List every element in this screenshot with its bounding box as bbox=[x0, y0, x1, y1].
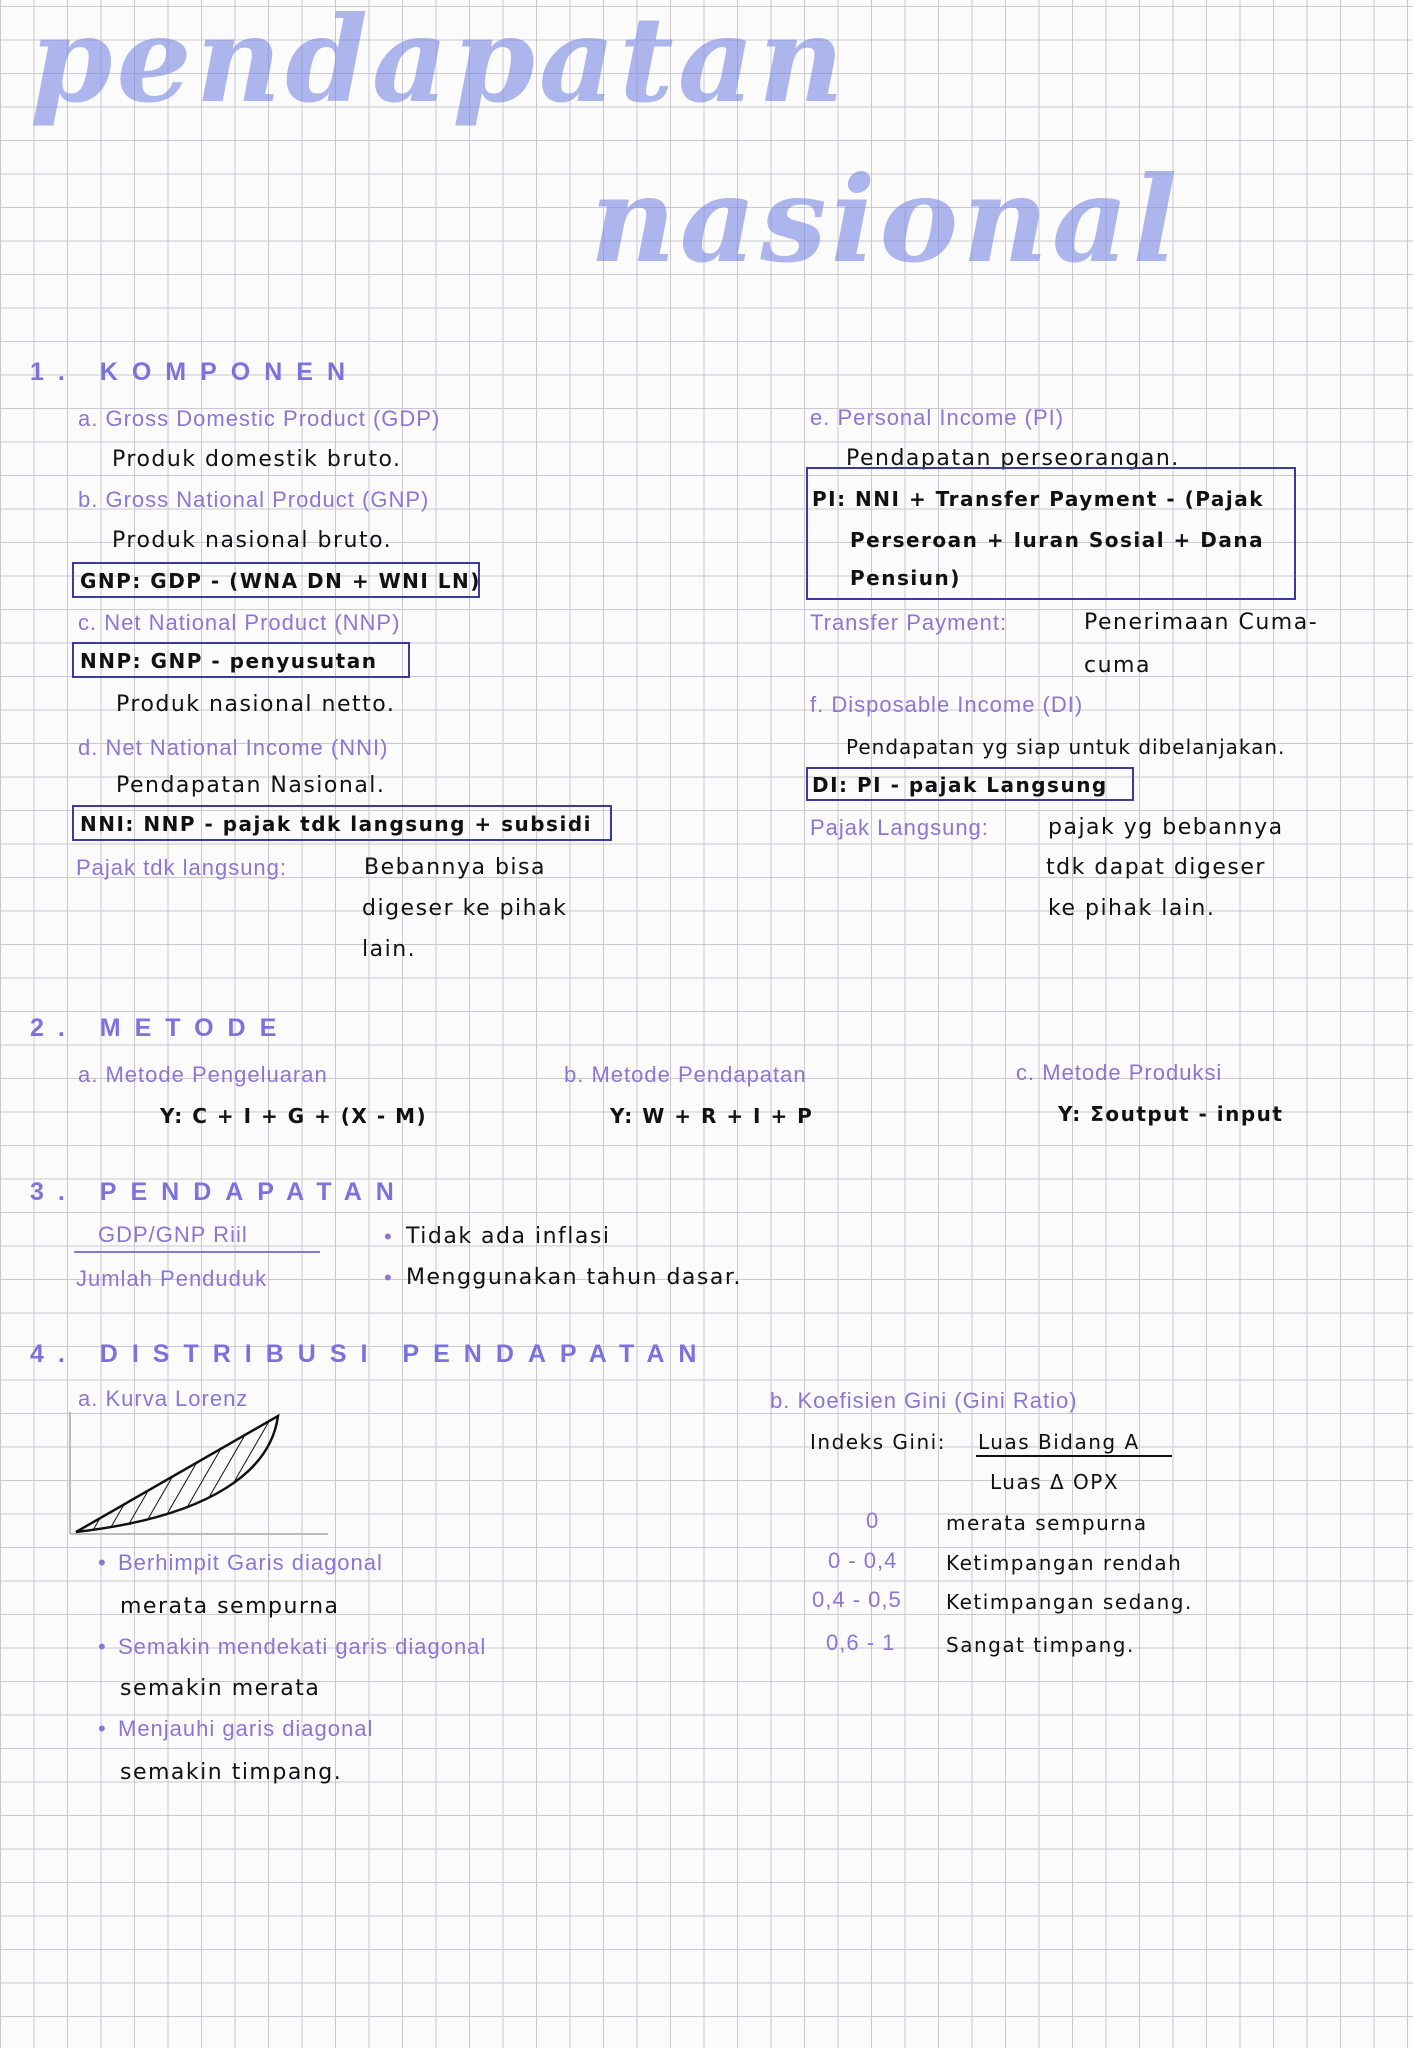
gini-row-1-desc: merata sempurna bbox=[946, 1511, 1148, 1535]
gdp-label: a. Gross Domestic Product (GDP) bbox=[78, 406, 441, 431]
gnp-text: Produk nasional bruto. bbox=[112, 528, 393, 553]
gini-label: b. Koefisien Gini (Gini Ratio) bbox=[770, 1388, 1078, 1413]
gini-row-4-desc: Sangat timpang. bbox=[946, 1633, 1135, 1657]
lorenz-curve-diagram bbox=[66, 1408, 336, 1538]
lorenz-item-3-dot: • bbox=[98, 1716, 106, 1741]
lorenz-label: a. Kurva Lorenz bbox=[78, 1386, 249, 1411]
pendapatan-fraction-line bbox=[74, 1251, 320, 1253]
gini-row-3-range: 0,4 - 0,5 bbox=[812, 1587, 902, 1612]
di-note-line-3: ke pihak lain. bbox=[1048, 896, 1216, 921]
gini-numerator: Luas Bidang A bbox=[978, 1430, 1140, 1454]
gdp-text: Produk domestik bruto. bbox=[112, 447, 402, 472]
gini-denominator: Luas Δ OPX bbox=[990, 1470, 1120, 1494]
di-label: f. Disposable Income (DI) bbox=[810, 692, 1084, 717]
nni-text: Pendapatan Nasional. bbox=[116, 773, 386, 798]
nnp-label: c. Net National Product (NNP) bbox=[78, 610, 401, 635]
lorenz-item-1-text: merata sempurna bbox=[120, 1594, 340, 1619]
lorenz-item-2-text: semakin merata bbox=[120, 1676, 321, 1701]
nnp-formula: NNP: GNP - penyusutan bbox=[80, 649, 378, 673]
lorenz-item-3-title: Menjauhi garis diagonal bbox=[118, 1716, 374, 1741]
pi-note-line-1: Penerimaan Cuma- bbox=[1084, 610, 1319, 635]
gini-row-3-desc: Ketimpangan sedang. bbox=[946, 1590, 1193, 1614]
gini-row-1-range: 0 bbox=[866, 1508, 880, 1533]
pendapatan-bullet-2-dot: • bbox=[384, 1265, 392, 1290]
lorenz-item-2-dot: • bbox=[98, 1634, 106, 1659]
gini-row-2-desc: Ketimpangan rendah bbox=[946, 1551, 1183, 1575]
section-pendapatan-heading: 3. PENDAPATAN bbox=[30, 1178, 408, 1206]
gini-row-4-range: 0,6 - 1 bbox=[826, 1630, 896, 1655]
title-line-1: pendapatan bbox=[30, 0, 849, 129]
di-formula: DI: PI - pajak Langsung bbox=[812, 773, 1108, 797]
title-line-2: nasional bbox=[590, 150, 1182, 289]
pendapatan-denominator: Jumlah Penduduk bbox=[76, 1266, 268, 1291]
di-note-label: Pajak Langsung: bbox=[810, 815, 989, 840]
metode-pengeluaran-formula: Y: C + I + G + (X - M) bbox=[160, 1104, 428, 1128]
gini-row-2-range: 0 - 0,4 bbox=[828, 1548, 898, 1573]
pi-label: e. Personal Income (PI) bbox=[810, 405, 1065, 430]
lorenz-item-1-title: Berhimpit Garis diagonal bbox=[118, 1550, 383, 1575]
nni-note-line-2: digeser ke pihak bbox=[362, 896, 568, 921]
di-note-line-2: tdk dapat digeser bbox=[1046, 855, 1266, 880]
lorenz-item-2-title: Semakin mendekati garis diagonal bbox=[118, 1634, 487, 1659]
gnp-label: b. Gross National Product (GNP) bbox=[78, 487, 430, 512]
section-metode-heading: 2. METODE bbox=[30, 1014, 291, 1042]
pendapatan-bullet-1: Tidak ada inflasi bbox=[406, 1224, 611, 1249]
pendapatan-numerator: GDP/GNP Riil bbox=[98, 1222, 248, 1247]
pendapatan-bullet-2: Menggunakan tahun dasar. bbox=[406, 1265, 742, 1290]
metode-pendapatan-label: b. Metode Pendapatan bbox=[564, 1062, 807, 1087]
section-distribusi-heading: 4. DISTRIBUSI PENDAPATAN bbox=[30, 1340, 711, 1368]
metode-produksi-formula: Y: Σoutput - input bbox=[1058, 1102, 1284, 1126]
section-komponen-heading: 1. KOMPONEN bbox=[30, 358, 360, 386]
di-text: Pendapatan yg siap untuk dibelanjakan. bbox=[846, 735, 1286, 759]
pi-note-label: Transfer Payment: bbox=[810, 610, 1008, 635]
lorenz-item-1-dot: • bbox=[98, 1550, 106, 1575]
gnp-formula: GNP: GDP - (WNA DN + WNI LN) bbox=[80, 569, 481, 593]
metode-pengeluaran-label: a. Metode Pengeluaran bbox=[78, 1062, 328, 1087]
metode-pendapatan-formula: Y: W + R + I + P bbox=[610, 1104, 814, 1128]
pi-formula-line-1: PI: NNI + Transfer Payment - (Pajak bbox=[812, 487, 1265, 511]
lorenz-item-3-text: semakin timpang. bbox=[120, 1760, 343, 1785]
nni-note-label: Pajak tdk langsung: bbox=[76, 855, 288, 880]
nni-note-line-1: Bebannya bisa bbox=[364, 855, 546, 880]
di-note-line-1: pajak yg bebannya bbox=[1048, 815, 1284, 840]
pendapatan-bullet-1-dot: • bbox=[384, 1224, 392, 1249]
gini-fraction-line bbox=[976, 1455, 1172, 1457]
nnp-text: Produk nasional netto. bbox=[116, 692, 396, 717]
nni-note-line-3: lain. bbox=[362, 937, 417, 962]
nni-formula: NNI: NNP - pajak tdk langsung + subsidi bbox=[80, 812, 592, 836]
pi-formula-line-2: Perseroan + Iuran Sosial + Dana bbox=[850, 528, 1265, 552]
lorenz-inequality-area bbox=[76, 1416, 278, 1532]
metode-produksi-label: c. Metode Produksi bbox=[1016, 1060, 1223, 1085]
pi-formula-line-3: Pensiun) bbox=[850, 566, 961, 590]
nni-label: d. Net National Income (NNI) bbox=[78, 735, 389, 760]
pi-note-line-2: cuma bbox=[1084, 653, 1151, 678]
pi-text: Pendapatan perseorangan. bbox=[846, 446, 1180, 471]
gini-index-label: Indeks Gini: bbox=[810, 1430, 946, 1454]
